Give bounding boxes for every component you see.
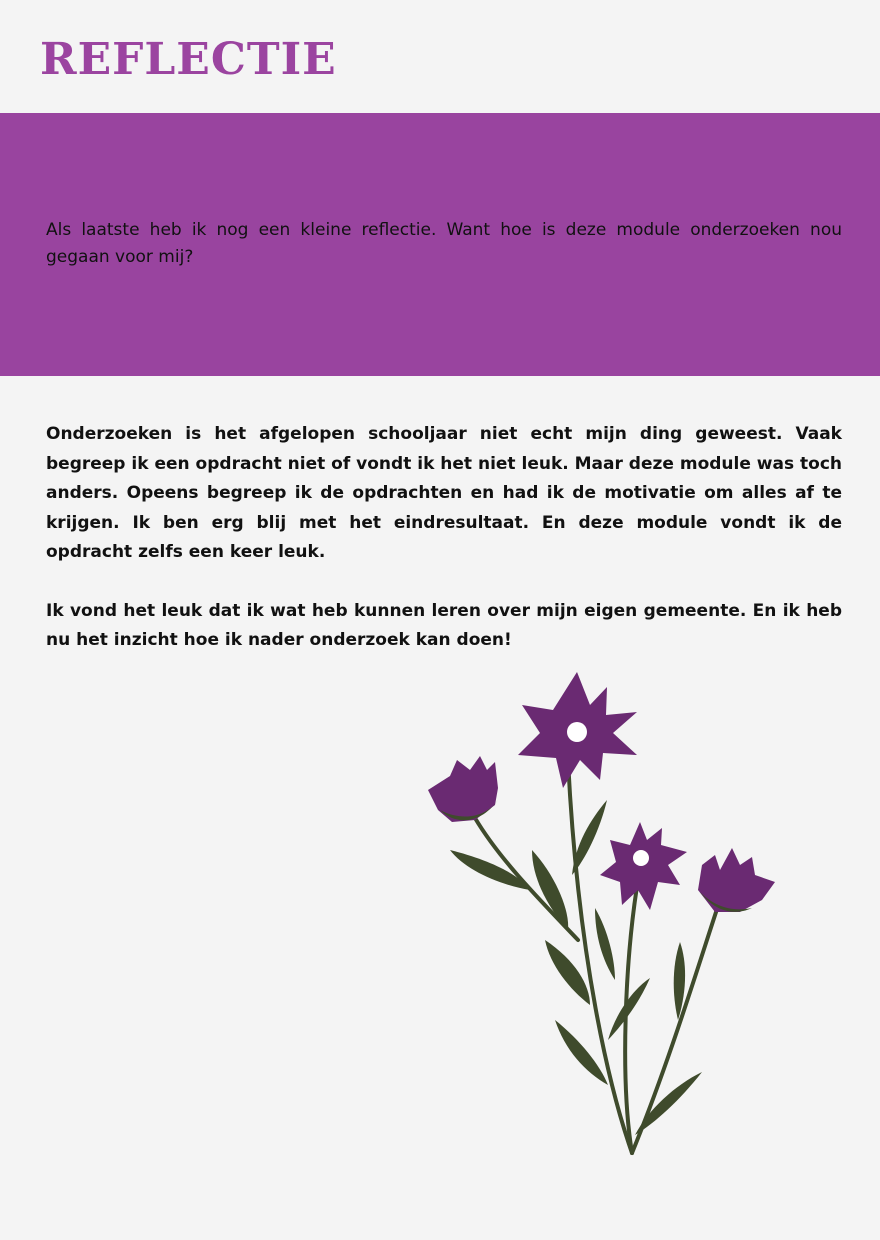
flower-middle — [600, 822, 687, 910]
page-title: REFLECTIE — [40, 34, 337, 85]
reflection-paragraph-2: Ik vond het leuk dat ik wat heb kunnen leren over mijn eigen gemeente. En ik heb nu het inzicht hoe ik nader onderzoek kan doen! — [46, 600, 842, 650]
flower-left-bud — [428, 756, 498, 822]
intro-text: Als laatste heb ik nog een kleine reflectie. Want hoe is deze module onderzoeken nou gegaan voor mij? — [46, 220, 842, 267]
reflection-paragraph-1: Onderzoeken is het afgelopen schooljaar niet echt mijn ding geweest. Vaak begreep ik een opdracht niet of vondt ik het niet leuk. Maar deze module was toch anders. Opeens begreep ik de opdrachten en had ik de motivatie om alles af te krijgen. Ik ben erg blij met het eindresultaat. En deze module vondt ik de opdracht zelfs een keer leuk. — [46, 424, 842, 562]
flower-right-bud — [698, 848, 775, 912]
reflection-body — [46, 420, 842, 685]
flower-bouquet-icon — [410, 660, 790, 1170]
flower-top — [518, 672, 637, 788]
